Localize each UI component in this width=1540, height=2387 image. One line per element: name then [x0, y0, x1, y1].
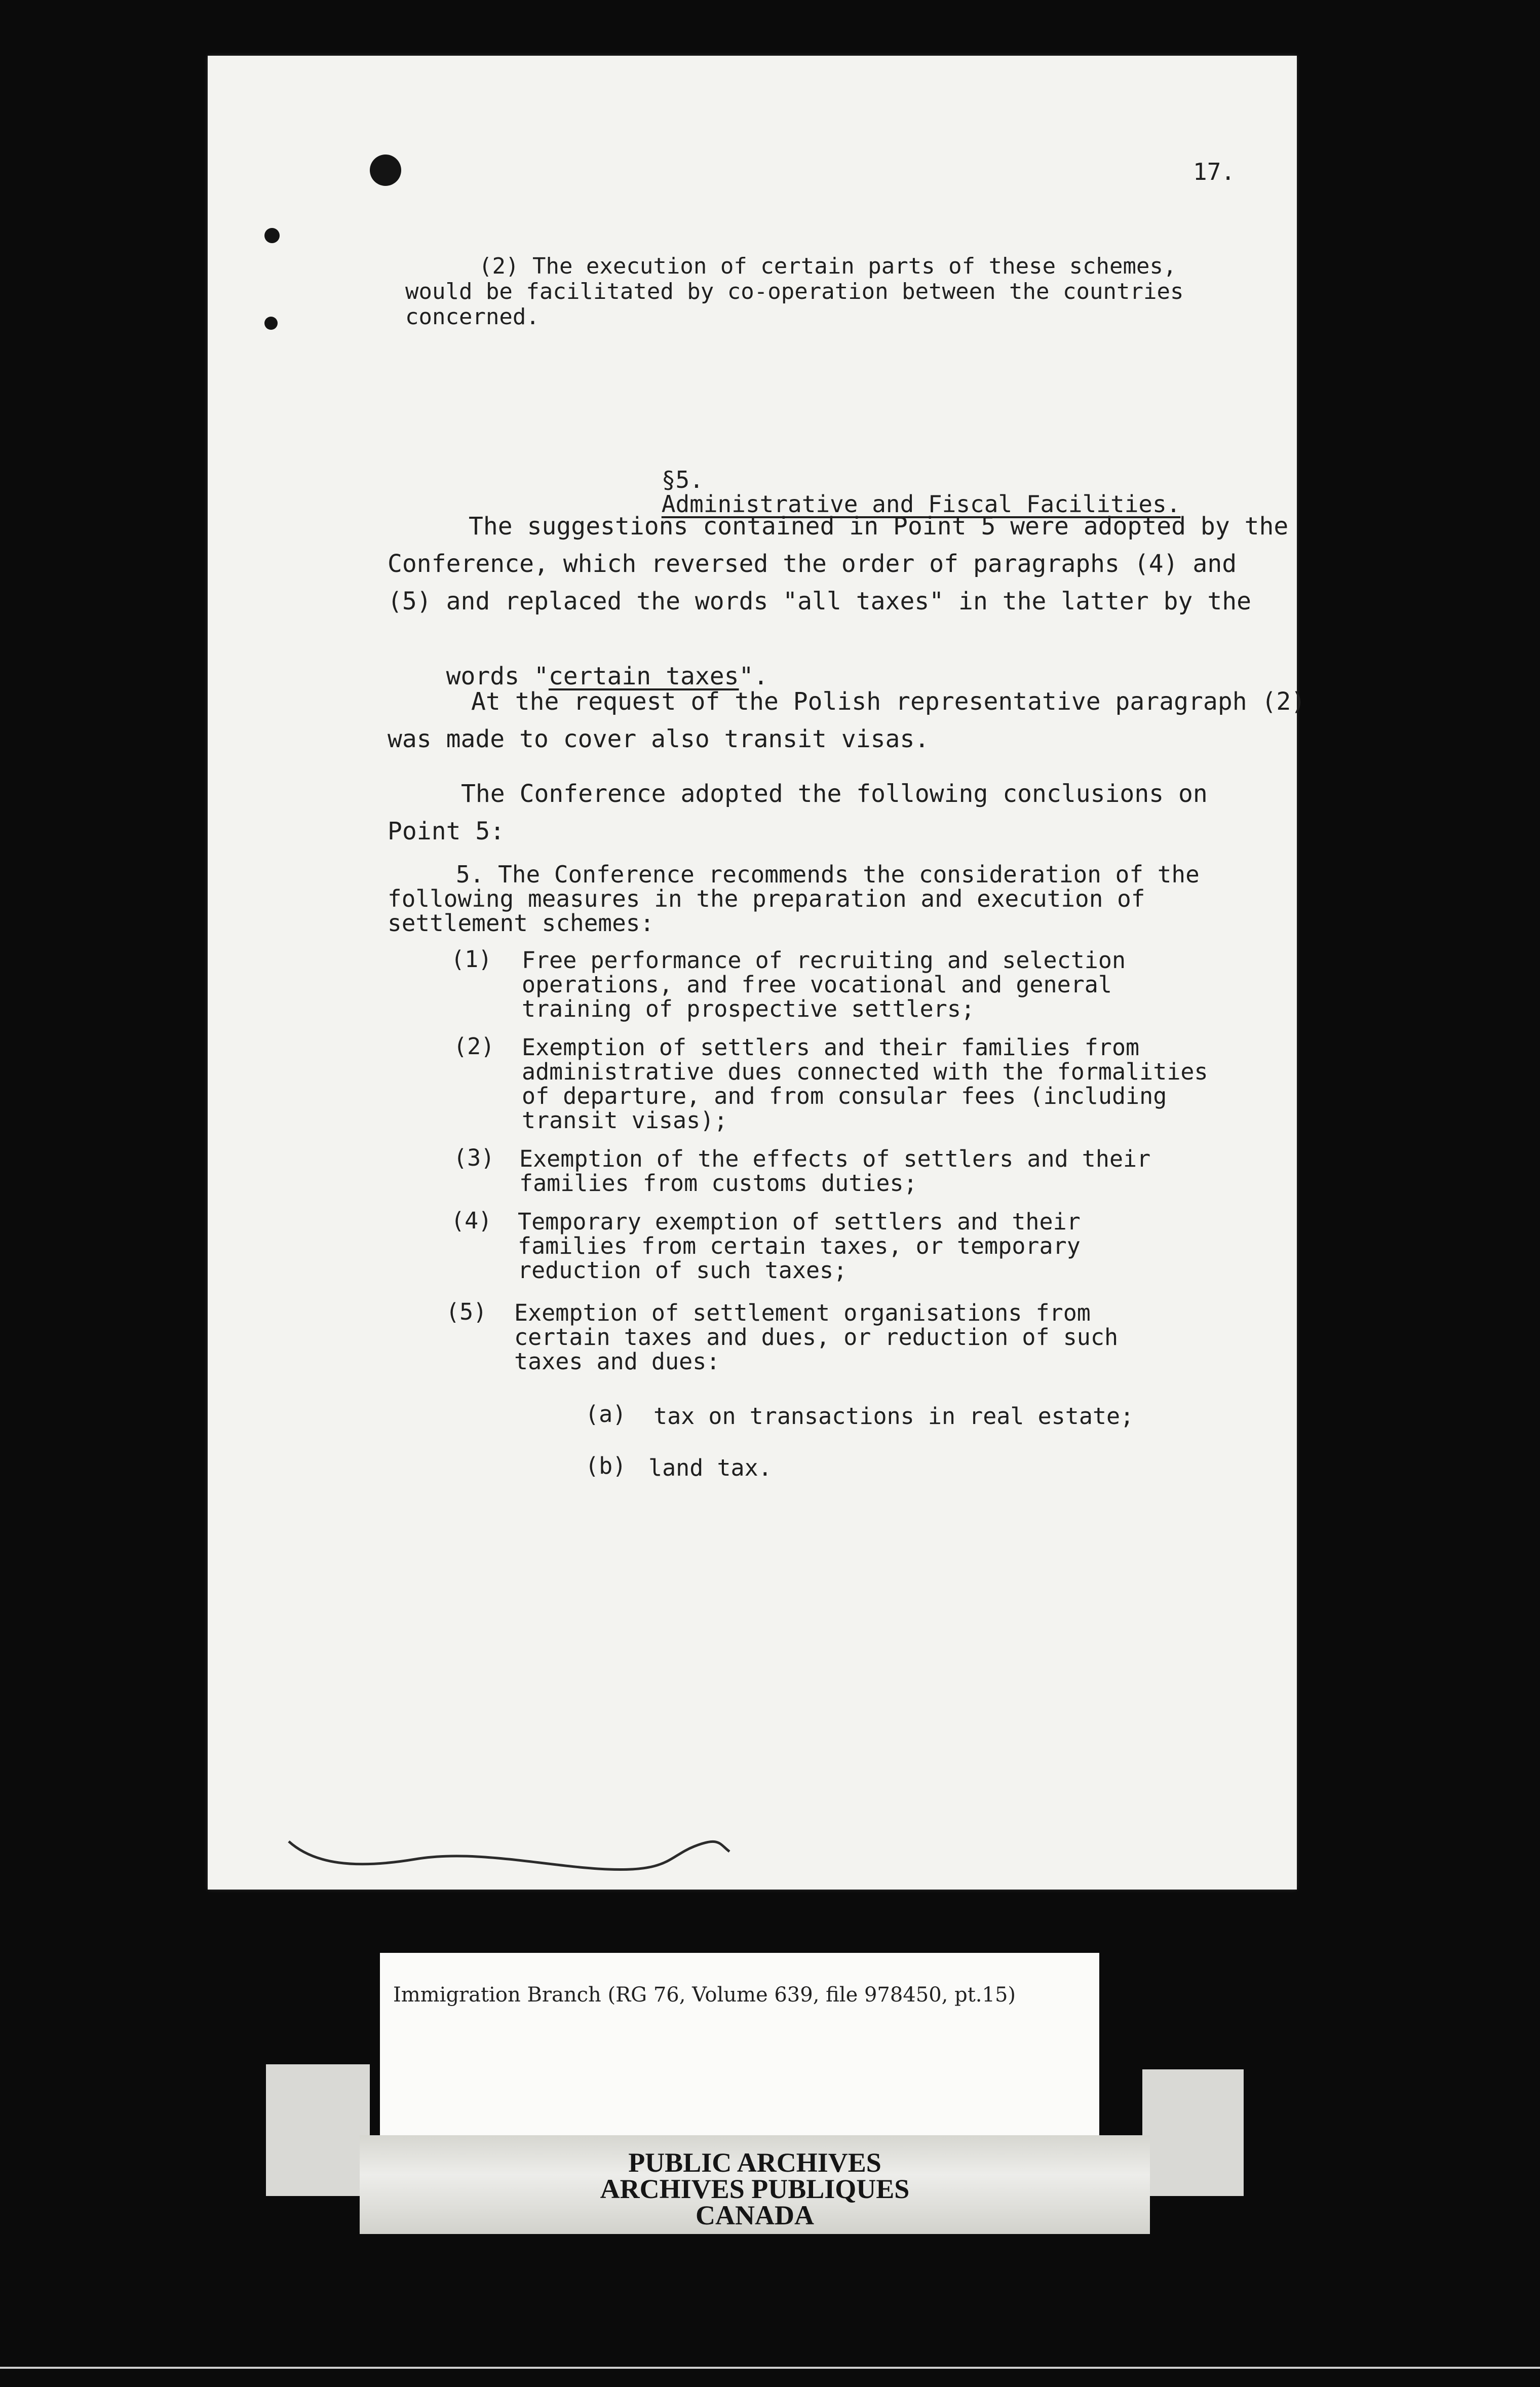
- archive-stamp: [360, 2135, 1150, 2234]
- item-line: operations, and free vocational and general: [522, 971, 1112, 998]
- section-number: §5.: [661, 466, 704, 493]
- paragraph-line: 5. The Conference recommends the consideration of the: [456, 861, 1200, 888]
- item-number: (5): [446, 1298, 487, 1325]
- subitem-text: land tax.: [648, 1454, 772, 1481]
- stamp-line: CANADA: [696, 2200, 814, 2230]
- archive-source-reference: Immigration Branch (RG 76, Volume 639, file 978450, pt.15): [393, 1983, 1016, 2007]
- item-line: training of prospective settlers;: [522, 995, 975, 1022]
- archive-tab: [1142, 2069, 1244, 2196]
- scratch-mark: [284, 1829, 942, 1890]
- item-line: Free performance of recruiting and selection: [522, 947, 1126, 974]
- archive-tab: [266, 2064, 370, 2196]
- quote-text: ".: [739, 662, 768, 690]
- document-page: [208, 56, 1306, 1890]
- para-2-line: would be facilitated by co-operation between the countries: [405, 279, 1184, 304]
- subitem-text: tax on transactions in real estate;: [653, 1403, 1134, 1430]
- subitem-number: (a): [585, 1401, 627, 1428]
- item-line: families from customs duties;: [519, 1170, 917, 1197]
- item-line: Exemption of settlers and their families from: [522, 1034, 1140, 1061]
- item-number: (4): [451, 1207, 492, 1234]
- paragraph-line: Conference, which reversed the order of paragraphs (4) and: [388, 550, 1237, 578]
- para-2-line: (2) The execution of certain parts of these schemes,: [479, 253, 1177, 279]
- paragraph-line: At the request of the Polish representative paragraph (2): [471, 687, 1306, 716]
- section-title: Administrative and Fiscal Facilities.: [661, 490, 1181, 518]
- punch-hole: [370, 155, 401, 186]
- underlined-text: certain taxes: [548, 662, 739, 690]
- item-line: Temporary exemption of settlers and their: [518, 1208, 1081, 1235]
- paragraph-line: settlement schemes:: [388, 909, 654, 937]
- item-line: taxes and dues:: [514, 1348, 720, 1375]
- subitem-number: (b): [585, 1452, 627, 1479]
- quote-text: words ": [446, 662, 549, 690]
- item-number: (1): [451, 946, 492, 973]
- item-number: (2): [453, 1033, 495, 1060]
- item-line: Exemption of settlement organisations from: [514, 1299, 1091, 1326]
- item-line: of departure, and from consular fees (including: [522, 1083, 1167, 1109]
- paragraph-line: was made to cover also transit visas.: [388, 725, 930, 753]
- para-2-line: concerned.: [405, 304, 540, 330]
- punch-hole: [264, 228, 280, 243]
- paragraph-line: (5) and replaced the words "all taxes" in the latter by the: [388, 587, 1252, 615]
- item-line: reduction of such taxes;: [518, 1257, 848, 1284]
- item-line: transit visas);: [522, 1107, 728, 1134]
- item-line: Exemption of the effects of settlers and their: [519, 1145, 1151, 1172]
- paragraph-line: The suggestions contained in Point 5 were adopted by the: [469, 512, 1289, 541]
- stamp-line: ARCHIVES PUBLIQUES: [600, 2174, 910, 2204]
- item-number: (3): [453, 1144, 495, 1171]
- paragraph-line: The Conference adopted the following conclusions on: [461, 780, 1208, 808]
- page-number: 17.: [1193, 158, 1236, 185]
- stamp-line: PUBLIC ARCHIVES: [628, 2147, 881, 2178]
- item-line: families from certain taxes, or temporary: [518, 1233, 1081, 1259]
- paragraph-line: Point 5:: [388, 817, 505, 845]
- punch-hole: [264, 317, 278, 330]
- paragraph-line: following measures in the preparation and execution of: [388, 885, 1145, 912]
- item-line: administrative dues connected with the formalities: [522, 1058, 1208, 1085]
- bottom-rule: [0, 2367, 1540, 2369]
- item-line: certain taxes and dues, or reduction of such: [514, 1324, 1119, 1351]
